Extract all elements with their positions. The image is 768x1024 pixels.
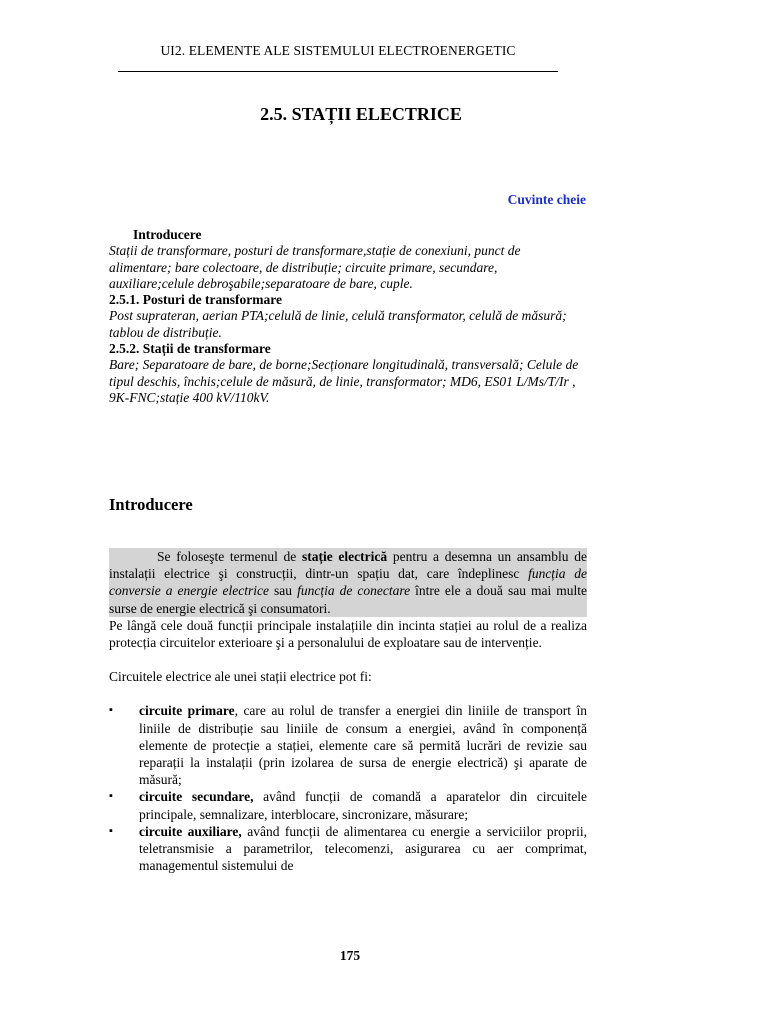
bullet-term: circuite primare [139, 703, 235, 719]
highlighted-definition [109, 548, 587, 617]
paragraph-gap [109, 685, 587, 702]
list-item [109, 823, 587, 875]
bullet-icon: ▪ [109, 824, 113, 837]
keywords-intro-text: Stații de transformare, posturi de transformare,stație de conexiuni, punct de alimentare; bare colectoare, de distribuție; circuite primare, secundare, auxiliare;celule debroşabile;separatoare de bare, cuple. [109, 243, 521, 291]
definition-sentence [109, 548, 587, 617]
bullet-text: , care au rolul de transfer a energiei din liniile de transport în liniile de distribuție sau liniile de consum a energiei, având în componență elemente de protecție a stației, elemente care să permită lucrări de revizie sau reparații la instalații (prin izolarea de sursa de energie electrică) şi aparate de măsură; [139, 703, 587, 788]
function-connection: funcția de conectare [297, 583, 411, 599]
keywords-sub2-heading: 2.5.2. Stații de transformare [109, 341, 271, 357]
bullet-text: având funcții de comandă a aparatelor din circuitele principale, semnalizare, interblocare, sincronizare, măsurare; [139, 789, 587, 822]
bullet-text: având funcții de alimentarea cu energie a serviciilor proprii, teletransmisie a parametrilor, telecomenzi, asigurarea cu aer comprimat, managementul sistemului de [139, 823, 587, 874]
definition-part: între ele a două sau mai multe surse de energie electrică şi consumatori. [109, 583, 587, 616]
list-item [109, 702, 587, 788]
bullet-term: circuite secundare, [139, 789, 254, 805]
keywords-sub1-heading: 2.5.1. Posturi de transformare [109, 292, 282, 308]
defined-term: stație electrică [302, 549, 388, 564]
paragraph-gap [109, 651, 587, 668]
bullet-term: circuite auxiliare, [139, 823, 242, 839]
introduction-heading: Introducere [109, 495, 193, 514]
keywords-block [109, 227, 579, 406]
function-conversion: funcția de conversie a energie electrice [109, 566, 587, 599]
bullet-icon: ▪ [109, 790, 113, 803]
page-number: 175 [339, 948, 361, 963]
circuit-types-list [109, 702, 587, 874]
list-item [109, 788, 587, 822]
definition-part: pentru a desemna un ansamblu de instalații electrice şi construcții, dintr-un spațiu dat, care îndeplinesc [109, 549, 587, 582]
definition-part: Se foloseşte termenul de [157, 549, 302, 564]
bullet-icon: ▪ [109, 704, 113, 717]
running-header: UI2. ELEMENTE ALE SISTEMULUI ELECTROENERGETIC [160, 43, 516, 58]
paragraph-circuits-intro: Circuitele electrice ale unei stații electrice pot fi: [109, 669, 372, 685]
keywords-label: Cuvinte cheie [507, 192, 586, 207]
introduction-body [109, 548, 587, 874]
paragraph-protection: Pe lângă cele două funcții principale instalațiile din incinta stației au rolul de a realiza protecția circuitelor exterioare şi a personalului de exploatare sau de intervenție. [109, 617, 587, 651]
header-rule [118, 71, 558, 72]
keywords-sub1-text: Post suprateran, aerian PTA;celulă de linie, celulă transformator, celulă de măsură; tablou de distribuție. [109, 308, 567, 340]
section-title: 2.5. STAȚII ELECTRICE [260, 104, 462, 124]
keywords-sub2-text: Bare; Separatoare de bare, de borne;Secționare longitudinală, transversală; Celule de tipul deschis, închis;celule de măsură, de linie, transformator; MD6, ES01 L/Ms/T/Ir , 9K-FNC;stație 400 kV/110kV. [109, 357, 579, 405]
definition-part: sau [269, 583, 298, 599]
keywords-intro-heading: Introducere [133, 227, 202, 242]
